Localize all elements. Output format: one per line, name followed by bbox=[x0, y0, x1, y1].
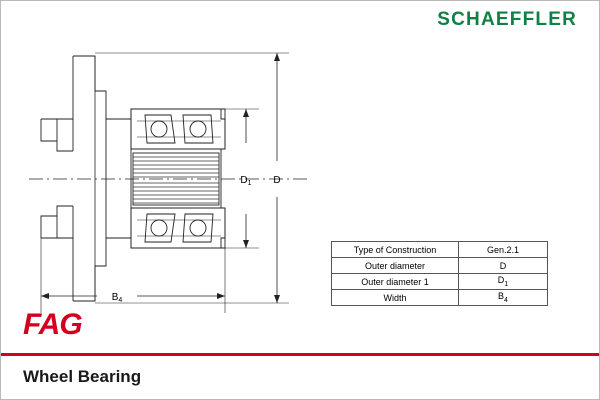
spec-key: Outer diameter bbox=[332, 258, 459, 274]
dimension-label-outer-diameter-1: $D_1$ bbox=[240, 175, 252, 187]
spec-key: Outer diameter 1 bbox=[332, 274, 459, 290]
dimension-label-outer-diameter: D bbox=[273, 175, 281, 186]
specification-table bbox=[331, 241, 548, 306]
table-row bbox=[332, 290, 548, 306]
table-row bbox=[332, 258, 548, 274]
footer-divider bbox=[1, 353, 599, 356]
spec-value: Gen.2.1 bbox=[459, 242, 548, 258]
table-row bbox=[332, 242, 548, 258]
spec-value: $D_1$ bbox=[459, 274, 548, 290]
dimension-label-width: $B_4$ bbox=[111, 292, 123, 304]
bearing-cross-section-drawing bbox=[11, 31, 331, 321]
schaeffler-logo: SCHAEFFLER bbox=[437, 9, 577, 30]
spec-value: $B_4$ bbox=[459, 290, 548, 306]
spec-key: Type of Construction bbox=[332, 242, 459, 258]
page-title: Wheel Bearing bbox=[23, 367, 142, 386]
spec-key: Width bbox=[332, 290, 459, 306]
spec-value: D bbox=[459, 258, 548, 274]
fag-logo: FAG bbox=[23, 308, 82, 341]
table-row bbox=[332, 274, 548, 290]
